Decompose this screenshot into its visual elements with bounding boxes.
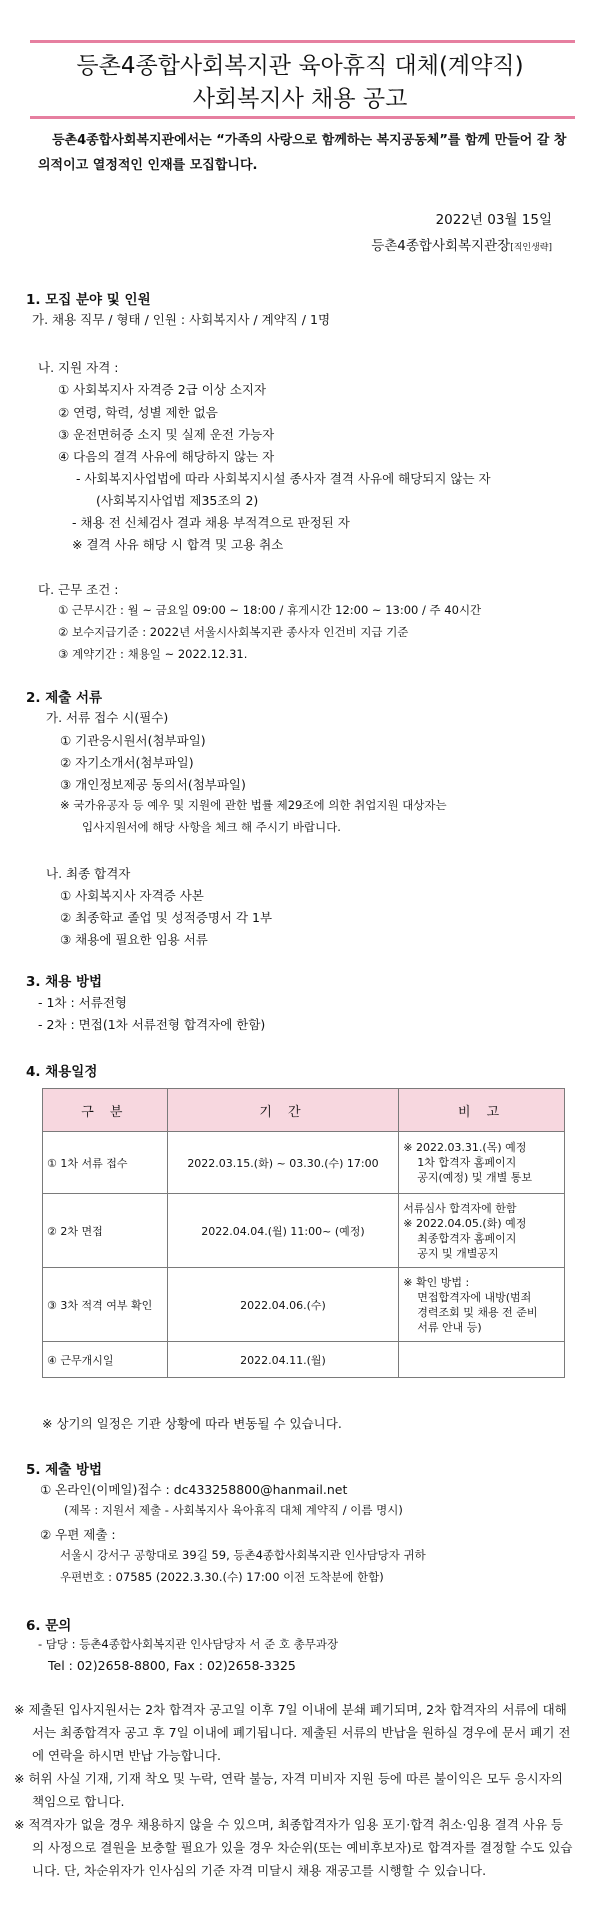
s1-da-title: 다. 근무 조건 : — [38, 582, 119, 597]
remark-line: ※ 확인 방법 : — [403, 1275, 470, 1289]
issuer-name: 등촌4종합사회복지관장 — [371, 238, 511, 254]
s5-mail-address: 서울시 강서구 공항대로 39길 59, 등촌4종합사회복지관 인사담당자 귀하 — [60, 1548, 426, 1562]
s1-na-sub-cont: (사회복지사업법 제35조의 2) — [96, 493, 259, 508]
table-row — [43, 1132, 565, 1194]
schedule-table — [42, 1088, 565, 1378]
s1-da-item: ② 보수지급기준 : 2022년 서울시사회복지관 종사자 인건비 지급 기준 — [58, 625, 409, 639]
s5-mail-zip: 우편번호 : 07585 (2022.3.30.(수) 17:00 이전 도착분에 한함) — [60, 1570, 384, 1584]
s3-item: - 1차 : 서류전형 — [38, 995, 127, 1010]
s2-na-item: ③ 채용에 필요한 임용 서류 — [60, 932, 208, 947]
section-3-title: 3. 채용 방법 — [26, 974, 103, 990]
period-cell: 2022.04.06.(수) — [167, 1268, 399, 1342]
s1-na-note: ※ 결격 사유 해당 시 합격 및 고용 취소 — [72, 537, 284, 552]
notes-block — [14, 1698, 574, 1882]
header-period: 기 간 — [167, 1089, 399, 1132]
title-top-rule — [30, 40, 575, 43]
s1-ga: 가. 채용 직무 / 형태 / 인원 : 사회복지사 / 계약직 / 1명 — [32, 312, 331, 327]
schedule-note: ※ 상기의 일정은 기관 상황에 따라 변동될 수 있습니다. — [42, 1416, 342, 1431]
s2-na: 나. 최종 합격자 — [46, 866, 131, 881]
remark-line: 1차 합격자 홈페이지 — [417, 1156, 517, 1169]
period-cell: 2022.03.15.(화) ~ 03.30.(수) 17:00 — [167, 1132, 399, 1194]
s2-ga-note-cont: 입사지원서에 해당 사항을 체크 해 주시기 바랍니다. — [82, 820, 341, 834]
period-cell: 2022.04.11.(월) — [167, 1342, 399, 1378]
remark-line: 최종합격자 홈페이지 — [417, 1231, 517, 1245]
s1-na-sub: - 사회복지사업법에 따라 사회복지시설 종사자 결격 사유에 해당되지 않는 자 — [76, 471, 491, 486]
intro-paragraph: 등촌4종합사회복지관에서는 “가족의 사랑으로 함께하는 복지공동체”를 함께 만들어 갈 창의적이고 열정적인 인재를 모집합니다. — [38, 133, 567, 173]
seal-note: [직인생략] — [510, 243, 552, 253]
s1-na-item: ② 연령, 학력, 성별 제한 없음 — [58, 405, 218, 420]
title-line-1: 등촌4종합사회복지관 육아휴직 대체(계약직) — [76, 53, 524, 79]
section-5-title: 5. 제출 방법 — [26, 1462, 103, 1478]
s2-na-item: ② 최종학교 졸업 및 성적증명서 각 1부 — [60, 910, 273, 925]
s1-da-item: ① 근무시간 : 월 ~ 금요일 09:00 ~ 18:00 / 휴게시간 12:00 ~ 13:00 / 주 40시간 — [58, 603, 482, 617]
remark-line: ※ 2022.04.05.(화) 예정 — [403, 1216, 527, 1230]
s2-ga-item: ② 자기소개서(첨부파일) — [60, 755, 194, 770]
remark-line: 서류심사 합격자에 한함 — [403, 1201, 517, 1215]
section-6-title: 6. 문의 — [26, 1618, 72, 1634]
s1-na-item: ③ 운전면허증 소지 및 실제 운전 가능자 — [58, 427, 275, 442]
s5-mail: ② 우편 제출 : — [40, 1527, 116, 1542]
table-header-row — [43, 1089, 565, 1132]
section-1-title: 1. 모집 분야 및 인원 — [26, 292, 151, 308]
title-line-2: 사회복지사 채용 공고 — [192, 86, 408, 112]
header-step: 구 분 — [43, 1089, 168, 1132]
table-row — [43, 1268, 565, 1342]
title-bottom-rule — [30, 116, 575, 119]
remark-cell — [399, 1194, 565, 1268]
remark-line: 공지(예정) 및 개별 통보 — [417, 1171, 532, 1184]
header-remark: 비 고 — [399, 1089, 565, 1132]
s5-online-sub: (제목 : 지원서 제출 - 사회복지사 육아휴직 대체 계약직 / 이름 명시) — [64, 1503, 403, 1517]
s2-ga-item: ③ 개인정보제공 동의서(첨부파일) — [60, 777, 246, 792]
remark-line: ※ 2022.03.31.(목) 예정 — [403, 1141, 527, 1154]
notice-date: 2022년 03월 15일 — [435, 212, 552, 228]
s1-na-sub: - 채용 전 신체검사 결과 채용 부적격으로 판정된 자 — [72, 515, 350, 530]
s3-item: - 2차 : 면접(1차 서류전형 합격자에 한함) — [38, 1017, 266, 1032]
s2-ga: 가. 서류 접수 시(필수) — [46, 710, 169, 725]
s1-da-item: ③ 계약기간 : 채용일 ~ 2022.12.31. — [58, 647, 248, 661]
section-2-title: 2. 제출 서류 — [26, 690, 103, 706]
step-cell: ① 1차 서류 접수 — [43, 1132, 168, 1194]
s1-na-title: 나. 지원 자격 : — [38, 360, 119, 375]
s5-online: ① 온라인(이메일)접수 : dc433258800@hanmail.net — [40, 1482, 348, 1497]
remark-line: 경력조회 및 채용 전 준비 — [417, 1305, 538, 1319]
step-cell: ② 2차 면접 — [43, 1194, 168, 1268]
note-item: ※ 적격자가 없을 경우 채용하지 않을 수 있으며, 최종합격자가 임용 포기·합격 취소·임용 결격 사유 등의 사정으로 결원을 보충할 필요가 있을 경우 차순위(또는 예비후보자)로 합격자를 결정할 수도 있습니다. 단, 차순위자가 인사심의 기준 자격 미달시 채용 재공고를 시행할 수 있습니다. — [14, 1817, 573, 1878]
note-item: ※ 제출된 입사지원서는 2차 합격자 공고일 이후 7일 이내에 분쇄 폐기되며, 2차 합격자의 서류에 대해서는 최종합격자 공고 후 7일 이내에 폐기됩니다. 제출된 서류의 반납을 원하실 경우에 문서 폐기 전에 연락을 하시면 반납 가능합니다. — [14, 1702, 571, 1763]
s1-na-item: ① 사회복지사 자격증 2급 이상 소지자 — [58, 382, 267, 397]
section-4-title: 4. 채용일정 — [26, 1064, 98, 1080]
table-row — [43, 1342, 565, 1378]
s2-ga-note: ※ 국가유공자 등 예우 및 지원에 관한 법률 제29조에 의한 취업지원 대상자는 — [60, 798, 447, 812]
remark-line: 면접합격자에 내방(범죄 — [417, 1290, 532, 1304]
s2-ga-item: ① 기관응시원서(첨부파일) — [60, 733, 206, 748]
step-cell: ④ 근무개시일 — [43, 1342, 168, 1378]
remark-cell — [399, 1268, 565, 1342]
s2-na-item: ① 사회복지사 자격증 사본 — [60, 888, 204, 903]
table-row — [43, 1194, 565, 1268]
remark-line: 공지 및 개별공지 — [417, 1246, 499, 1260]
step-cell: ③ 3차 적격 여부 확인 — [43, 1268, 168, 1342]
period-cell: 2022.04.04.(월) 11:00~ (예정) — [167, 1194, 399, 1268]
s6-contact: - 담당 : 등촌4종합사회복지관 인사담당자 서 준 호 총무과장 — [38, 1637, 339, 1651]
remark-cell — [399, 1132, 565, 1194]
remark-line: 서류 안내 등) — [417, 1320, 482, 1334]
remark-cell — [399, 1342, 565, 1378]
issuer — [371, 234, 552, 254]
note-item: ※ 허위 사실 기재, 기재 착오 및 누락, 연락 불능, 자격 미비자 지원 등에 따른 불이익은 모두 응시자의 책임으로 합니다. — [14, 1771, 563, 1809]
s1-na-item: ④ 다음의 결격 사유에 해당하지 않는 자 — [58, 449, 275, 464]
s6-phone: Tel : 02)2658-8800, Fax : 02)2658-3325 — [48, 1658, 296, 1673]
